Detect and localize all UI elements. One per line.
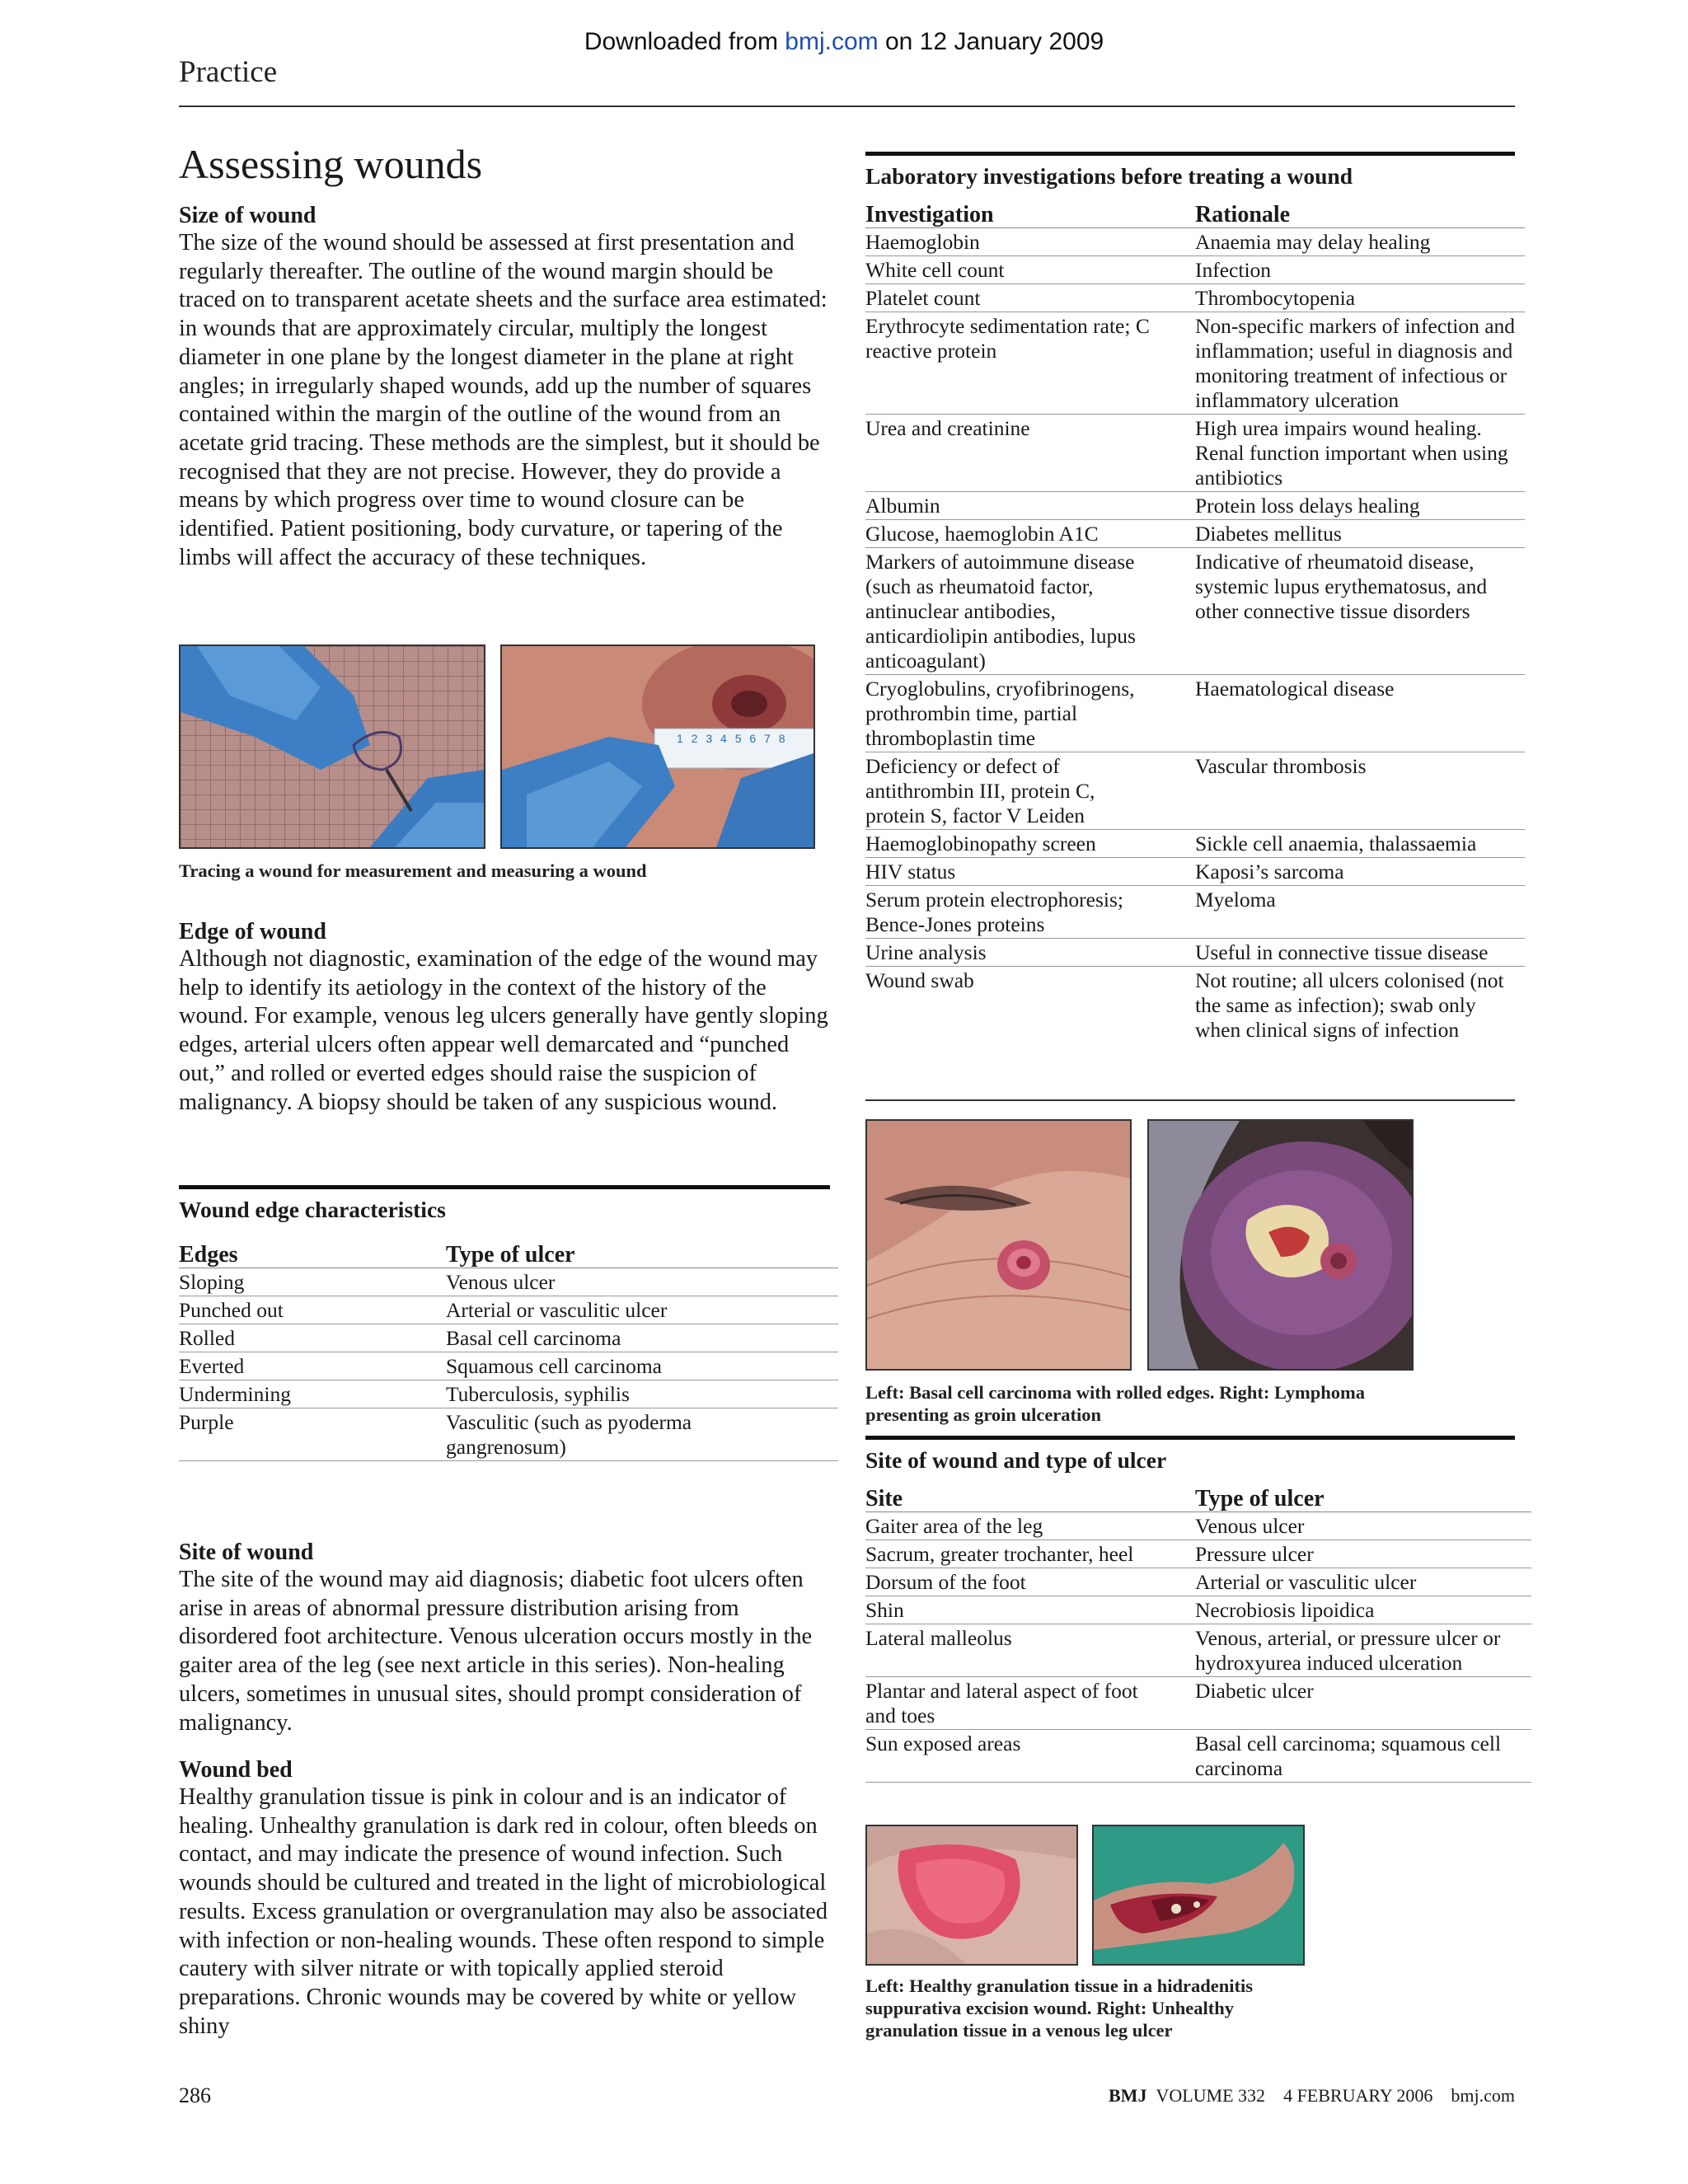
size-text: The size of the wound should be assessed at first presentation and regularly thereafter. The outline of the wound margin should be traced on to transparent acetate sheets and the surface area estimated: in wounds that are approximately circular, multiply the longest diameter in one plane by the longest diameter in the plane at right angles; in irregularly shaped wounds, add up the number of squares contained within the margin of the outline of the wound from an acetate grid tracing. These methods are the simplest, but it should be recognised that they are not precise. However, they do provide a means by which progress over time to wound closure can be identified. Patient positioning, body curvature, or tapering of the limbs will affect the accuracy of these techniques. — [179, 230, 828, 570]
article-intro — [179, 140, 830, 572]
cell: Shin — [865, 1596, 1195, 1624]
table-row — [865, 1596, 1531, 1624]
edge-box-rule — [179, 1185, 830, 1189]
cell: Haematological disease — [1195, 675, 1525, 752]
cell: Sun exposed areas — [865, 1730, 1195, 1783]
figure-caption-lesions: Left: Basal cell carcinoma with rolled edges. Right: Lymphoma presenting as groin ulceration — [865, 1382, 1366, 1425]
cell: Haemoglobin — [865, 228, 1195, 256]
cell: Serum protein electrophoresis; Bence-Jones proteins — [865, 886, 1195, 939]
cell: Venous ulcer — [1195, 1512, 1531, 1540]
cell: Myeloma — [1195, 886, 1525, 939]
download-suffix: on 12 January 2009 — [878, 28, 1104, 55]
cell: Arterial or vasculitic ulcer — [446, 1296, 838, 1324]
site-table-header — [865, 1487, 1531, 1512]
page-number: 286 — [179, 2083, 211, 2107]
site-heading: Site of wound — [179, 1540, 314, 1565]
lab-box-bottom-rule — [865, 1099, 1515, 1101]
ruler-scale: 1 2 3 4 5 6 7 8 — [677, 732, 788, 745]
edge-table-title: Wound edge characteristics — [179, 1197, 446, 1222]
site-text: The site of the wound may aid diagnosis; diabetic foot ulcers often arise in areas of abnormal pressure distribution arising from disordered foot architecture. Venous ulceration occurs mostly in the gaiter area of the leg (see next article in this series). Non-healing ulcers, sometimes in unusual sites, should prompt consideration of malignancy. — [179, 1567, 813, 1736]
table-row — [179, 1352, 838, 1380]
unhealthy-granulation-photo — [1092, 1825, 1305, 1966]
healthy-granulation-photo — [865, 1825, 1078, 1966]
edge-col-edges: Edges — [179, 1243, 446, 1268]
table-row — [865, 520, 1525, 548]
cell: Protein loss delays healing — [1195, 492, 1525, 520]
cell: Venous, arterial, or pressure ulcer or hydroxyurea induced ulceration — [1195, 1624, 1531, 1677]
cell: Erythrocyte sedimentation rate; C reactive protein — [865, 312, 1195, 415]
cell: Non-specific markers of infection and inflammation; useful in diagnosis and monitoring treatment of infectious or inflammatory ulceration — [1195, 312, 1525, 415]
cell: White cell count — [865, 256, 1195, 284]
table-row — [865, 1677, 1531, 1730]
cell: Thrombocytopenia — [1195, 284, 1525, 312]
cell: Haemoglobinopathy screen — [865, 830, 1195, 858]
cell: Diabetic ulcer — [1195, 1677, 1531, 1730]
cell: Lateral malleolus — [865, 1624, 1195, 1677]
table-row — [865, 1540, 1531, 1568]
cell: Deficiency or defect of antithrombin III, protein C, protein S, factor V Leiden — [865, 752, 1195, 830]
lab-table — [865, 203, 1525, 1043]
wound-tracing-photo — [179, 644, 485, 849]
cell: Vascular thrombosis — [1195, 752, 1525, 830]
journal-volume: VOLUME 332 — [1156, 2085, 1266, 2106]
table-row — [865, 312, 1525, 415]
journal-name: BMJ — [1109, 2085, 1147, 2106]
cell: Sloping — [179, 1268, 446, 1296]
size-heading: Size of wound — [179, 203, 316, 228]
lab-table-header — [865, 203, 1525, 228]
edge-table — [179, 1243, 838, 1461]
figure-caption-tracing: Tracing a wound for measurement and measuring a wound — [179, 860, 647, 881]
table-row — [865, 228, 1525, 256]
wound-measuring-photo — [500, 644, 815, 849]
table-row — [865, 886, 1525, 939]
table-row — [865, 858, 1525, 886]
table-row — [179, 1324, 838, 1352]
cell: Basal cell carcinoma; squamous cell carcinoma — [1195, 1730, 1531, 1783]
bcc-image — [867, 1121, 1130, 1369]
table-row — [865, 256, 1525, 284]
journal-date: 4 FEBRUARY 2006 — [1283, 2085, 1433, 2106]
cell: Indicative of rheumatoid disease, systemic lupus erythematosus, and other connective tissue disorders — [1195, 548, 1525, 675]
cell: Albumin — [865, 492, 1195, 520]
cell: Vasculitic (such as pyoderma gangrenosum) — [446, 1408, 838, 1461]
cell: Platelet count — [865, 284, 1195, 312]
cell: Undermining — [179, 1380, 446, 1408]
section-label: Practice — [179, 55, 278, 89]
edge-col-type: Type of ulcer — [446, 1243, 838, 1268]
lab-box-rule — [865, 152, 1515, 156]
edge-table-header — [179, 1243, 838, 1268]
header-divider — [179, 105, 1515, 107]
table-row — [865, 548, 1525, 675]
site-table — [865, 1487, 1531, 1783]
cell: Infection — [1195, 256, 1525, 284]
cell: Dorsum of the foot — [865, 1568, 1195, 1596]
table-row — [865, 1568, 1531, 1596]
table-row — [865, 939, 1525, 967]
download-prefix: Downloaded from — [584, 28, 785, 55]
site-col-site: Site — [865, 1487, 1195, 1512]
wound-measuring-image — [502, 646, 814, 847]
cell: Gaiter area of the leg — [865, 1512, 1195, 1540]
cell: Plantar and lateral aspect of foot and toes — [865, 1677, 1195, 1730]
cell: Kaposi’s sarcoma — [1195, 858, 1525, 886]
edge-heading: Edge of wound — [179, 919, 326, 944]
table-row — [865, 830, 1525, 858]
cell: Urine analysis — [865, 939, 1195, 967]
cell: Sickle cell anaemia, thalassaemia — [1195, 830, 1525, 858]
lab-col-investigation: Investigation — [865, 203, 1195, 228]
lymphoma-photo — [1147, 1119, 1414, 1371]
cell: Necrobiosis lipoidica — [1195, 1596, 1531, 1624]
cell: Markers of autoimmune disease (such as rheumatoid factor, antinuclear antibodies, anticardiolipin antibodies, lupus anticoagulant) — [865, 548, 1195, 675]
cell: Arterial or vasculitic ulcer — [1195, 1568, 1531, 1596]
cell: Useful in connective tissue disease — [1195, 939, 1525, 967]
bcc-photo — [865, 1119, 1132, 1371]
cell: Urea and creatinine — [865, 415, 1195, 492]
table-row — [865, 1624, 1531, 1677]
cell: Pressure ulcer — [1195, 1540, 1531, 1568]
table-row — [865, 415, 1525, 492]
wound-tracing-image — [181, 646, 484, 847]
cell: Venous ulcer — [446, 1268, 838, 1296]
edge-text: Although not diagnostic, examination of the edge of the wound may help to identify its aetiology in the context of the history of the wound. For example, venous leg ulcers generally have gently sloping edges, arterial ulcers often appear well demarcated and “punched out,” and rolled or everted edges should raise the suspicion of malignancy. A biopsy should be taken of any suspicious wound. — [179, 946, 828, 1115]
bed-heading: Wound bed — [179, 1757, 293, 1783]
table-row — [179, 1380, 838, 1408]
site-box-rule — [865, 1436, 1515, 1440]
lymphoma-image — [1149, 1121, 1412, 1369]
cell: Basal cell carcinoma — [446, 1324, 838, 1352]
table-row — [179, 1408, 838, 1461]
table-row — [179, 1296, 838, 1324]
cell: Wound swab — [865, 968, 974, 992]
site-table-title: Site of wound and type of ulcer — [865, 1447, 1167, 1473]
cell: Punched out — [179, 1296, 446, 1324]
lab-table-title: Laboratory investigations before treating a wound — [865, 163, 1353, 189]
site-section — [179, 1540, 830, 1737]
cell: Everted — [179, 1352, 446, 1380]
lab-col-rationale: Rationale — [1195, 203, 1525, 228]
cell: Diabetes mellitus — [1195, 520, 1525, 548]
bed-section — [179, 1757, 830, 2041]
table-row — [865, 675, 1525, 752]
bed-text: Healthy granulation tissue is pink in colour and is an indicator of healing. Unhealthy granulation is dark red in colour, often bleeds on contact, and may indicate the presence of wound infection. Such wounds should be cultured and treated in the light of microbiological results. Excess granulation or overgranulation may also be associated with infection or non-healing wounds. These often respond to simple cautery with silver nitrate or with topically applied steroid preparations. Chronic wounds may be covered by white or yellow shiny — [179, 1784, 828, 2039]
table-row — [865, 967, 1525, 1044]
cell: HIV status — [865, 858, 1195, 886]
article-title: Assessing wounds — [179, 141, 483, 187]
journal-site: bmj.com — [1451, 2085, 1515, 2106]
bmj-link[interactable]: bmj.com — [785, 28, 879, 55]
cell: Rolled — [179, 1324, 446, 1352]
site-col-type: Type of ulcer — [1195, 1487, 1531, 1512]
unhealthy-granulation-image — [1094, 1826, 1303, 1964]
cell: Not routine; all ulcers colonised (not the same as infection); swab only when clinical signs of infection — [1195, 968, 1504, 1042]
table-row — [865, 752, 1525, 830]
cell: Glucose, haemoglobin A1C — [865, 520, 1195, 548]
table-row — [865, 284, 1525, 312]
figure-caption-granulation: Left: Healthy granulation tissue in a hidradenitis suppurativa excision wound. Right: Unhealthy granulation tissue in a venous leg ulcer — [865, 1975, 1254, 2041]
edge-section — [179, 919, 830, 1117]
cell: Tuberculosis, syphilis — [446, 1380, 838, 1408]
table-row — [865, 1512, 1531, 1540]
download-notice — [0, 28, 1688, 56]
cell: Sacrum, greater trochanter, heel — [865, 1540, 1195, 1568]
cell: Purple — [179, 1408, 446, 1461]
healthy-granulation-image — [867, 1826, 1076, 1964]
cell: Anaemia may delay healing — [1195, 228, 1525, 256]
table-row — [865, 1730, 1531, 1783]
cell: Cryoglobulins, cryofibrinogens, prothrombin time, partial thromboplastin time — [865, 675, 1195, 752]
cell: High urea impairs wound healing. Renal function important when using antibiotics — [1195, 415, 1525, 492]
journal-footer — [1096, 2085, 1515, 2107]
table-row — [179, 1268, 838, 1296]
table-row — [865, 492, 1525, 520]
cell: Squamous cell carcinoma — [446, 1352, 838, 1380]
